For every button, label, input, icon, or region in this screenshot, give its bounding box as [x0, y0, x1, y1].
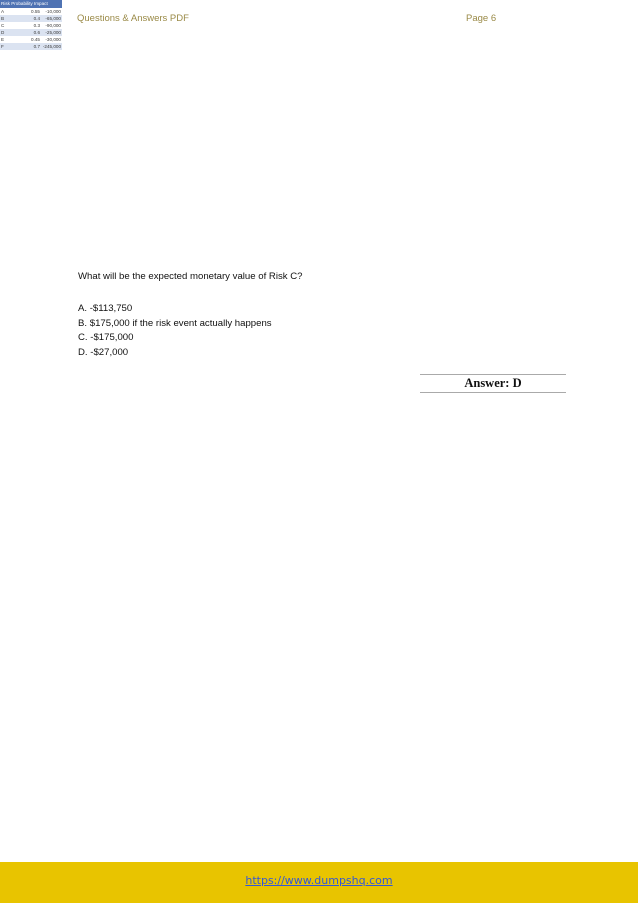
risk-id: E [1, 37, 5, 42]
risk-impact: -245,000 [42, 44, 61, 49]
risk-impact: -25,000 [45, 30, 61, 35]
risk-impact: -90,000 [45, 23, 61, 28]
option-a: A. -$113,750 [78, 303, 133, 314]
risk-id: D [1, 30, 5, 35]
answer-label: Answer: D [464, 376, 522, 390]
risk-probability: 0.3 [33, 23, 40, 28]
footer-bar [0, 862, 638, 903]
risk-table-row [0, 36, 62, 43]
risk-probability: 0.55 [31, 9, 40, 14]
answer-options [78, 302, 272, 360]
page-number: Page 6 [466, 13, 497, 24]
risk-table-header-text: Risk Probability Impact [1, 1, 48, 6]
footer-link[interactable]: https://www.dumpshq.com [245, 874, 393, 887]
risk-table-row [0, 43, 62, 50]
question-text: What will be the expected monetary value of Risk C? [78, 271, 303, 282]
risk-table-header [0, 0, 62, 8]
answer-divider-top [420, 374, 566, 375]
option-c: C. -$175,000 [78, 332, 134, 343]
risk-table-row [0, 8, 62, 15]
option-b: B. $175,000 if the risk event actually happens [78, 317, 272, 329]
risk-impact: -65,000 [45, 16, 61, 21]
risk-probability: 0.4 [33, 16, 40, 21]
answer-divider-bottom [420, 392, 566, 393]
risk-id: B [1, 16, 5, 21]
risk-table-image [0, 0, 62, 50]
risk-id: C [1, 23, 5, 28]
option-d: D. -$27,000 [78, 346, 129, 358]
document-title: Questions & Answers PDF [77, 13, 189, 24]
risk-impact: -10,000 [45, 9, 61, 14]
risk-table-row [0, 29, 62, 36]
risk-id: A [1, 9, 5, 14]
risk-probability: 0.6 [33, 30, 40, 35]
risk-table-row [0, 22, 62, 29]
risk-impact: -30,000 [45, 37, 61, 42]
risk-table-row [0, 15, 62, 22]
risk-id: F [1, 44, 4, 49]
risk-probability: 0.45 [31, 37, 40, 42]
risk-probability: 0.7 [33, 44, 40, 49]
